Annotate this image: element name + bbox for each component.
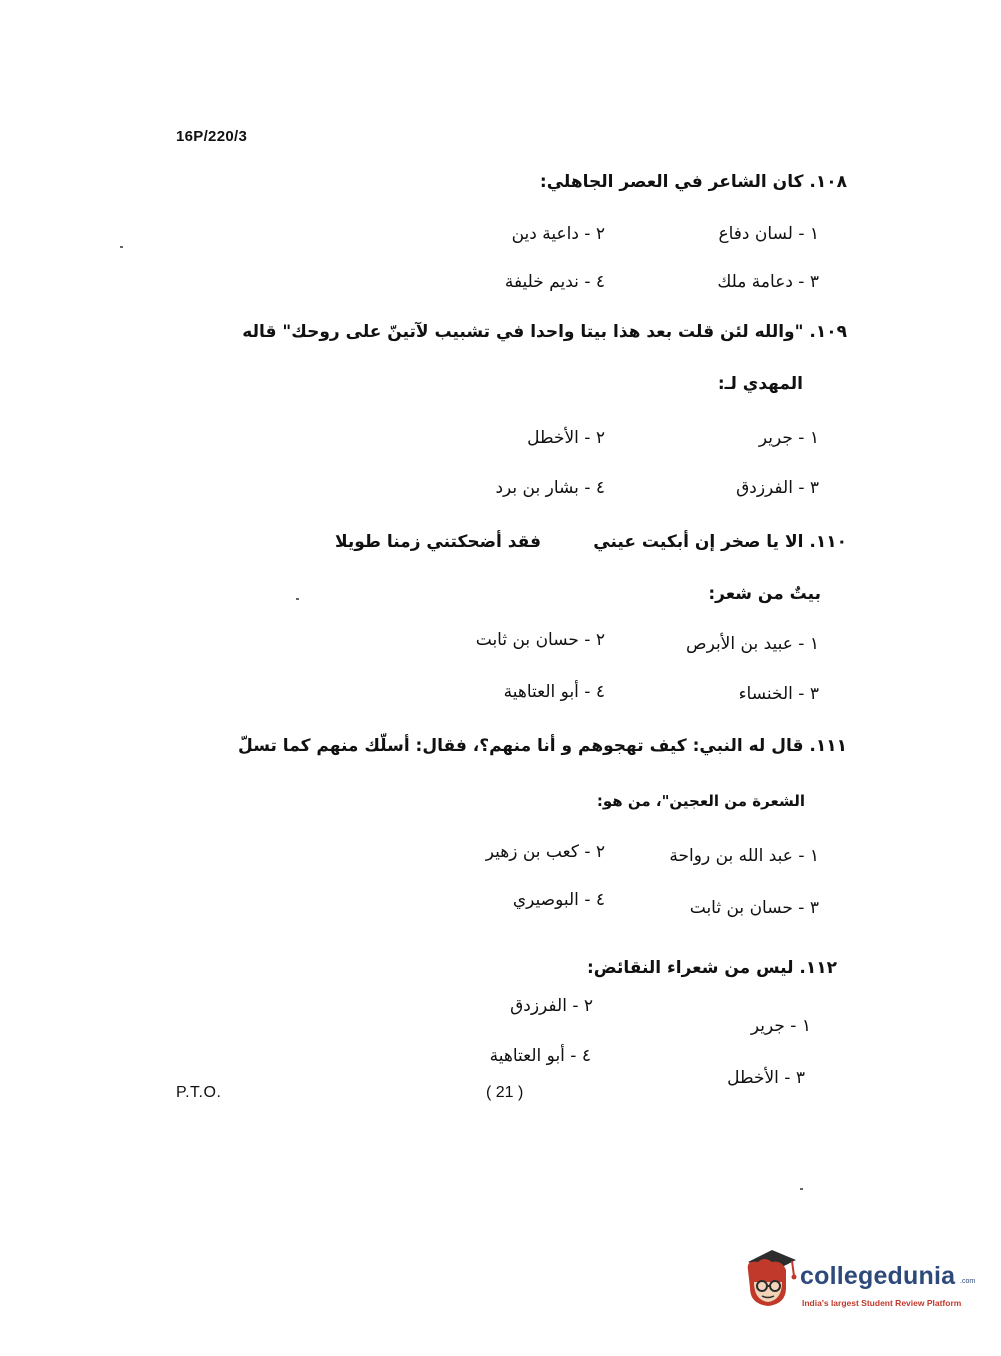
logo-domain-suffix: .com	[960, 1278, 976, 1285]
q109-option-4: ٤ - بشار بن برد	[495, 478, 605, 498]
scan-speck	[800, 1188, 803, 1190]
question-112	[587, 958, 837, 978]
q112-option-2: ٢ - الفرزدق	[510, 996, 593, 1016]
paper-code: 16P/220/3	[176, 128, 248, 145]
q108-option-2: ٢ - داعية دين	[511, 224, 605, 244]
question-110-continuation: بيتٌ من شعر:	[708, 584, 821, 604]
q111-option-3: ٣ - حسان بن ثابت	[689, 898, 819, 918]
q111-option-2: ٢ - كعب بن زهير	[485, 842, 605, 862]
q108-option-1: ١ - لسان دفاع	[718, 224, 819, 244]
q111-option-1: ١ - عبد الله بن رواحة	[669, 846, 819, 866]
question-text: كان الشاعر في العصر الجاهلي:	[539, 172, 804, 192]
question-109-continuation: المهدي لـ:	[717, 374, 803, 394]
question-text: قال له النبي: كيف تهجوهم و أنا منهم؟، فقال: أسلّك منهم كما تسلّ	[238, 736, 804, 756]
q110-option-1: ١ - عبيد بن الأبرص	[686, 634, 819, 654]
q110-option-4: ٤ - أبو العتاهية	[503, 682, 605, 702]
q110-option-3: ٣ - الخنساء	[738, 684, 819, 704]
q108-option-4: ٤ - نديم خليفة	[504, 272, 605, 292]
scan-speck	[296, 598, 299, 600]
collegedunia-logo	[742, 1248, 976, 1312]
question-108	[540, 172, 847, 192]
question-number: ١١٢.	[799, 958, 837, 978]
scan-speck	[120, 246, 123, 248]
question-text: "والله لئن قلت بعد هذا بيتا واحدا في تشبيب لآتينّ على روحك" قاله	[242, 322, 804, 342]
q109-option-3: ٣ - الفرزدق	[736, 478, 819, 498]
question-number: ١١١.	[809, 736, 847, 756]
q109-option-1: ١ - جرير	[758, 428, 819, 448]
question-110	[593, 532, 847, 552]
logo-wordmark: collegedunia	[800, 1262, 956, 1290]
logo-tagline: India's largest Student Review Platform	[802, 1298, 962, 1308]
q112-option-4: ٤ - أبو العتاهية	[489, 1046, 591, 1066]
verse-second-hemistich: فقد أضحكتني زمنا طويلا	[334, 532, 541, 552]
pto-label: P.T.O.	[176, 1084, 222, 1101]
mascot-icon	[742, 1248, 800, 1312]
question-text: ليس من شعراء النقائض:	[586, 958, 794, 978]
q111-option-4: ٤ - البوصيري	[512, 890, 605, 910]
question-number: ١١٠.	[809, 532, 847, 552]
q112-option-3: ٣ - الأخطل	[727, 1068, 805, 1088]
page-number: ( 21 )	[486, 1084, 524, 1101]
q108-option-3: ٣ - دعامة ملك	[717, 272, 819, 292]
q112-option-1: ١ - جرير	[750, 1016, 811, 1036]
q110-option-2: ٢ - حسان بن ثابت	[475, 630, 605, 650]
question-number: ١٠٩.	[809, 322, 847, 342]
question-109	[242, 322, 847, 342]
q109-option-2: ٢ - الأخطل	[527, 428, 605, 448]
question-number: ١٠٨.	[809, 172, 847, 192]
question-111	[238, 736, 847, 756]
verse-first-hemistich: الا يا صخر إن أبكيت عيني	[593, 532, 804, 552]
question-111-continuation: الشعرة من العجين"، من هو:	[596, 792, 805, 810]
